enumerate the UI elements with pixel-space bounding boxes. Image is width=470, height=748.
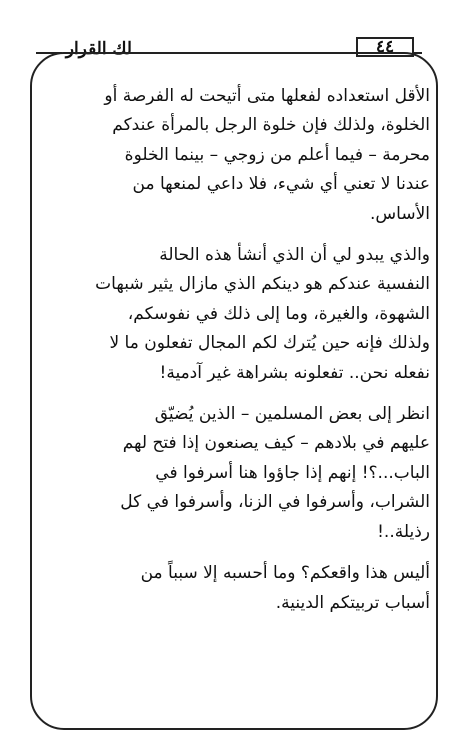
text-line: الباب...؟! إنهم إذا جاؤوا هنا أسرفوا في: [155, 462, 430, 483]
text-line: عليهم في بلادهم – كيف يصنعون إذا فتح لهم: [122, 433, 430, 454]
text-line: الشهوة، والغيرة، وما إلى ذلك في نفوسكم،: [127, 303, 430, 324]
page-number: ٤٤: [356, 37, 414, 57]
text-line: ولذلك فإنه حين يُترك لكم المجال تفعلون ما لا: [109, 333, 430, 354]
text-line: الأقل استعداده لفعلها متى أتيحت له الفرصة أو: [104, 86, 430, 106]
text-line: أسباب تربيتكم الدينية.: [275, 592, 430, 613]
paragraph: [42, 82, 430, 229]
paragraph: [42, 559, 430, 618]
body-text: [42, 82, 430, 618]
paragraph: [42, 400, 430, 547]
text-line: عندنا لا تعني أي شيء، فلا داعي لمنعها من: [132, 174, 430, 195]
text-line: النفسية عندكم هو دينكم الذي مازال يثير شبهات: [95, 274, 430, 295]
paragraph: [42, 241, 430, 388]
page-header: [0, 0, 470, 60]
text-line: والذي يبدو لي أن الذي أنشأ هذه الحالة: [159, 245, 430, 266]
text-line: محرمة – فيما أعلم من زوجي – بينما الخلوة: [124, 144, 430, 165]
text-line: الشراب، وأسرفوا في الزنا، وأسرفوا في كل: [120, 492, 430, 513]
text-line: الخلوة، ولذلك فإن خلوة الرجل بالمرأة عندكم: [112, 115, 430, 136]
text-line: الأساس.: [370, 203, 430, 224]
text-line: رذيلة..!: [377, 521, 430, 542]
text-line: انظر إلى بعض المسلمين – الذين يُضيّق: [154, 404, 430, 425]
text-line: أليس هذا واقعكم؟ وما أحسبه إلا سبباً من: [140, 563, 430, 584]
running-title: لك القرار: [62, 40, 132, 60]
text-line: نفعله نحن.. تفعلونه بشراهة غير آدمية!: [159, 362, 430, 383]
